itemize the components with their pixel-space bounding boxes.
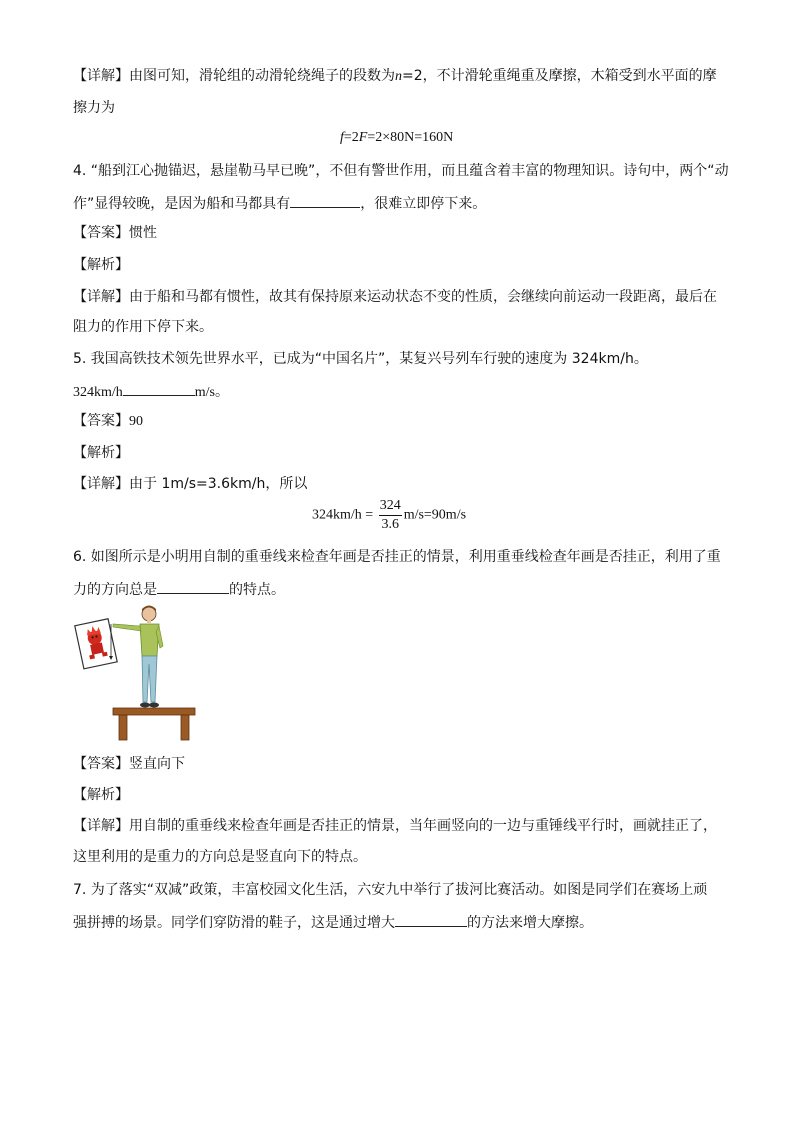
q4-answer <box>73 223 157 243</box>
figure-illustration <box>73 604 198 744</box>
fraction-denominator: 3.6 <box>381 517 399 532</box>
q6-question-line1: 6. 如图所示是小明用自制的重垂线来检查年画是否挂正的情景，利用重垂线检查年画是否挂正，利用了重 <box>73 549 721 565</box>
q5-formula <box>312 497 466 534</box>
q4-detail-text: 由于船和马都有惯性，故其有保持原来运动状态不变的性质，会继续向前运动一段距离，最后在 <box>129 289 717 305</box>
q6-text-a: 力的方向总是 <box>73 582 157 598</box>
q3-detail-text-c: 擦力为 <box>73 100 115 116</box>
q4-detail-line1 <box>73 287 717 307</box>
q6-analysis-tag: 【解析】 <box>73 787 129 803</box>
answer-value: 惯性 <box>129 225 157 241</box>
q5-question-line1: 5. 我国高铁技术领先世界水平，已成为“中国名片”，某复兴号列车行驶的速度为 324km/h。 <box>73 351 648 367</box>
q4-question-line2 <box>73 192 486 214</box>
answer-value: 竖直向下 <box>129 756 185 772</box>
q6-text-b: 的特点。 <box>229 582 285 598</box>
q5-analysis-tag: 【解析】 <box>73 445 129 461</box>
q3-detail-line1 <box>73 66 717 87</box>
q4-answer-blank <box>290 192 360 208</box>
q6-answer <box>73 754 185 774</box>
q5-text-b: m/s。 <box>194 385 230 400</box>
q7-question-line1: 7. 为了落实“双减”政策，丰富校园文化生活，六安九中举行了拔河比赛活动。如图是同学们在赛场上顽 <box>73 882 708 898</box>
formula-fraction <box>379 497 402 534</box>
q6-detail-line2: 这里利用的是重力的方向总是竖直向下的特点。 <box>73 849 367 865</box>
answer-tag: 【答案】 <box>73 225 129 241</box>
q3-detail-text-b: =2，不计滑轮重绳重及摩擦，木箱受到水平面的摩 <box>402 68 717 84</box>
formula-part: =2 <box>343 130 359 145</box>
detail-tag: 【详解】 <box>73 476 129 492</box>
q6-question-line2 <box>73 578 285 600</box>
detail-tag: 【详解】 <box>73 818 129 834</box>
q5-answer <box>73 411 143 432</box>
answer-tag: 【答案】 <box>73 413 129 429</box>
q5-detail-text: 由于 1m/s=3.6km/h，所以 <box>129 476 308 492</box>
answer-value: 90 <box>129 414 143 429</box>
formula-right: m/s=90m/s <box>403 507 467 523</box>
q5-detail <box>73 474 307 494</box>
q4-question-line1: 4. “船到江心抛锚迟，悬崖勒马早已晚”，不但有警世作用，而且蕴含着丰富的物理知识。诗句中，两个“动 <box>73 163 729 179</box>
q7-question-line2 <box>73 911 593 933</box>
q5-answer-blank <box>123 380 195 396</box>
q3-detail-line2 <box>73 98 115 118</box>
fraction-numerator: 324 <box>379 497 402 516</box>
q6-detail-line1 <box>73 816 717 836</box>
q3-var-n: n <box>395 69 402 84</box>
q5-question-line2 <box>73 380 229 403</box>
formula-left: 324km/h = <box>312 507 374 523</box>
q4-text-a: 作”显得较晚，是因为船和马都具有 <box>73 196 291 212</box>
answer-tag: 【答案】 <box>73 756 129 772</box>
q4-analysis-tag: 【解析】 <box>73 257 129 273</box>
q6-detail-text: 用自制的重垂线来检查年画是否挂正的情景，当年画竖向的一边与重锤线平行时，画就挂正了， <box>129 818 717 834</box>
plumb-line-figure <box>73 604 198 744</box>
q7-answer-blank <box>395 911 467 927</box>
q7-text-b: 的方法来增大摩擦。 <box>467 915 593 931</box>
q3-detail-text-a: 由图可知，滑轮组的动滑轮绕绳子的段数为 <box>129 68 395 84</box>
formula-var-f: f <box>340 130 344 145</box>
detail-tag: 【详解】 <box>73 68 129 84</box>
q7-text-a: 强拼搏的场景。同学们穿防滑的鞋子，这是通过增大 <box>73 915 395 931</box>
q4-text-b: ，很难立即停下来。 <box>360 196 487 212</box>
formula-rest: =2×80N=160N <box>367 130 454 145</box>
q5-text-a: 324km/h <box>73 385 123 400</box>
formula-var-F: F <box>358 130 368 145</box>
q4-detail-line2: 阻力的作用下停下来。 <box>73 319 213 335</box>
q3-formula <box>340 130 453 146</box>
detail-tag: 【详解】 <box>73 289 129 305</box>
q6-answer-blank <box>157 578 229 594</box>
